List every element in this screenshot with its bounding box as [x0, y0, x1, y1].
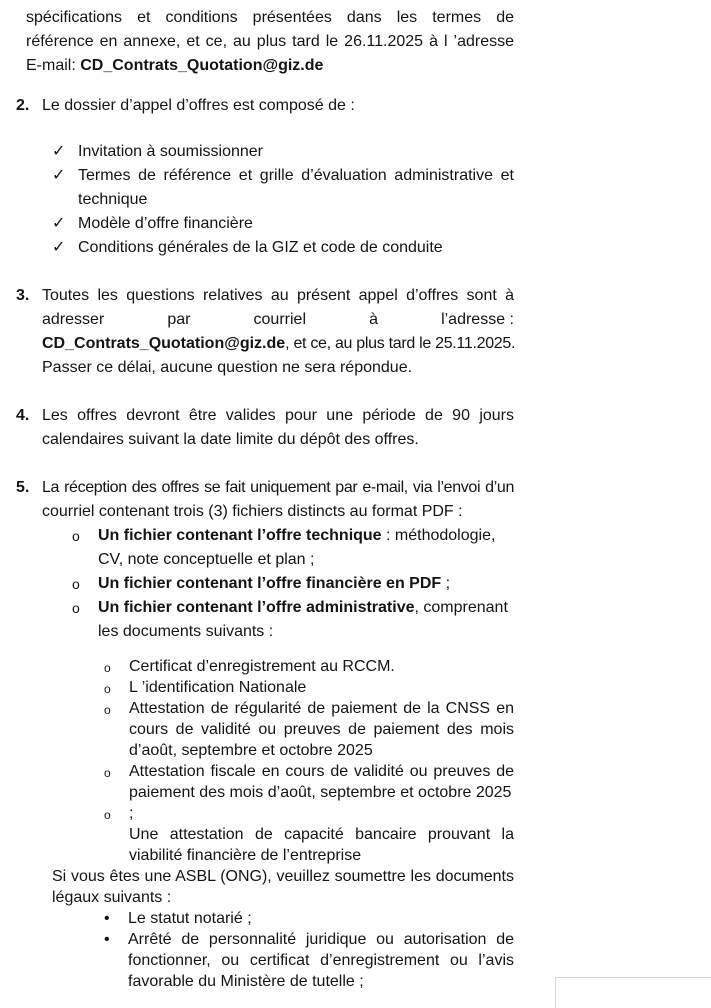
item-number: 2.	[16, 97, 30, 114]
check-icon: ✓	[52, 143, 66, 160]
bullet-icon: •	[104, 910, 110, 927]
list-item: Certificat d’enregistrement au RCCM.	[129, 658, 395, 675]
circle-bullet-icon: o	[104, 703, 111, 717]
asbl-paragraph: Si vous êtes une ASBL (ONG), veuillez soumettre les documents légaux suivants :	[52, 868, 514, 906]
circle-bullet-icon: o	[104, 661, 111, 675]
circle-bullet-icon: o	[104, 682, 111, 696]
list-item: Termes de référence et grille d’évaluation administrative et technique	[78, 167, 514, 208]
item-5-text: La réception des offres se fait uniquement par e-mail, via l’envoi d’un courriel contenant trois (3) fichiers distincts au format PDF :	[42, 479, 514, 520]
list-item: Un fichier contenant l’offre financière en PDF ;	[98, 575, 451, 592]
circle-bullet-icon: o	[72, 600, 80, 616]
item-number: 3.	[16, 287, 30, 304]
item-2-text: Le dossier d’appel d’offres est composé de :	[42, 97, 355, 114]
circle-bullet-icon: o	[104, 766, 111, 780]
intro-line: référence en annexe, et ce, au plus tard le 26.11.2025 à l ’adresse	[26, 33, 514, 50]
intro-paragraph	[26, 6, 514, 78]
check-icon: ✓	[52, 239, 66, 256]
list-item: Conditions générales de la GIZ et code de conduite	[78, 239, 443, 256]
list-item: Arrêté de personnalité juridique ou autorisation de	[128, 931, 514, 948]
email-address: CD_Contrats_Quotation@giz.de	[80, 57, 324, 74]
email-address: CD_Contrats_Quotation@giz.de	[42, 335, 286, 352]
list-item: Attestation fiscale en cours de validité ou preuves de	[129, 763, 514, 780]
circle-bullet-icon: o	[104, 808, 111, 822]
list-item: Le statut notarié ;	[128, 910, 252, 927]
list-item: L ’identification Nationale	[129, 679, 307, 696]
circle-bullet-icon: o	[72, 528, 80, 544]
list-item: Modèle d’offre financière	[78, 215, 253, 232]
item-number: 4.	[16, 407, 30, 424]
item-3-text: Toutes les questions relatives au présent appel d’offres sont à adresser par courriel à l’adresse : CD_Contrats_Quotation@giz.de, et ce, au plus tard le 25.11.2025. Passer ce délai, aucune question ne sera répondue.	[42, 287, 516, 376]
bullet-icon: •	[104, 931, 110, 948]
intro-line: spécifications et conditions présentées dans les termes de	[26, 9, 514, 26]
item-4-text: Les offres devront être valides pour une période de 90 jours calendaires suivant la date limite du dépôt des offres.	[42, 407, 514, 448]
item-number: 5.	[16, 479, 30, 496]
email-label: E-mail:	[26, 57, 81, 74]
list-item: Un fichier contenant l’offre technique : méthodologie, CV, note conceptuelle et plan ;	[98, 527, 496, 568]
check-icon: ✓	[52, 167, 66, 184]
check-icon: ✓	[52, 215, 66, 232]
page-corner-frame	[555, 977, 711, 1008]
list-item: Attestation de régularité de paiement de la CNSS en	[129, 700, 514, 717]
list-item: Un fichier contenant l’offre administrative, comprenant les documents suivants :	[98, 599, 508, 640]
list-item: Une attestation de capacité bancaire prouvant la	[129, 826, 514, 843]
list-item: Invitation à soumissionner	[78, 143, 263, 160]
circle-bullet-icon: o	[72, 576, 80, 592]
